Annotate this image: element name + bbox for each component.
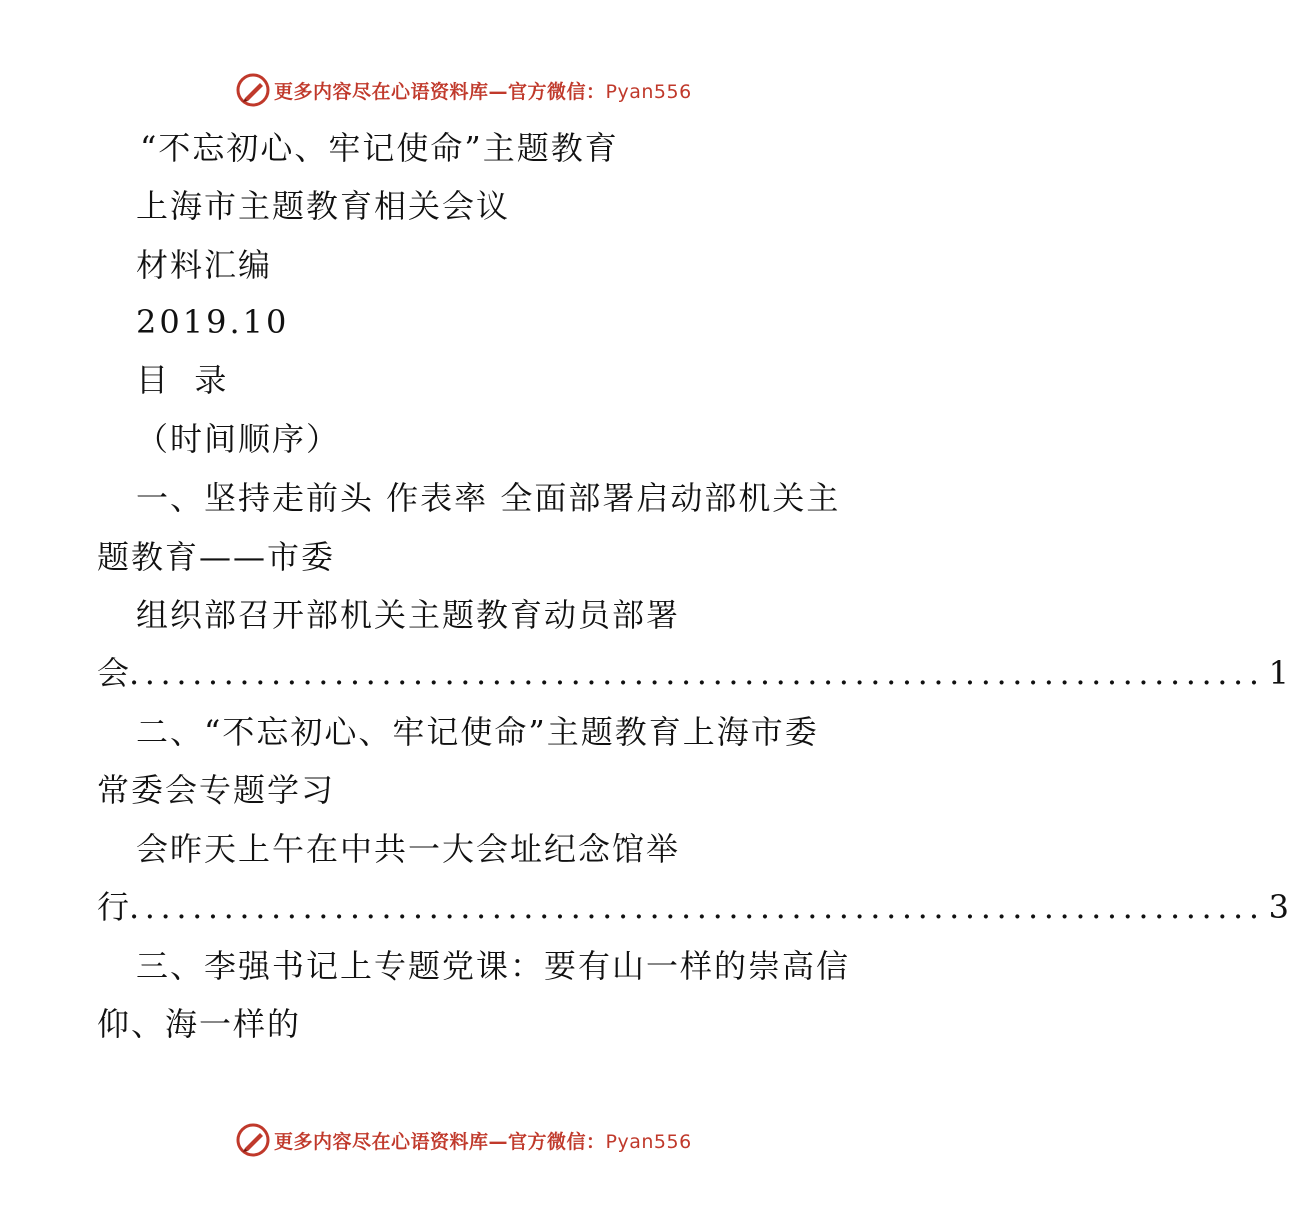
- toc-entry-3-line2: 仰、海一样的: [97, 1005, 302, 1043]
- toc-entry-2-line2: 常委会专题学习: [97, 771, 336, 809]
- pen-logo-icon: [236, 1123, 270, 1157]
- toc-entry-2-page: 3: [1268, 888, 1289, 926]
- toc-entry-2-line1: 二、“不忘初心、牢记使命”主题教育上海市委: [136, 713, 819, 751]
- document-date: 2019.10: [136, 303, 290, 341]
- toc-subheading: （时间顺序）: [136, 420, 341, 458]
- header-watermark: [236, 72, 692, 108]
- footer-watermark: [236, 1122, 692, 1158]
- document-title-line3: 材料汇编: [136, 246, 273, 284]
- toc-entry-1-leader[interactable]: [97, 653, 1289, 693]
- toc-entry-1-line3: 组织部召开部机关主题教育动员部署: [136, 596, 681, 634]
- toc-entry-2-leader[interactable]: [97, 887, 1289, 927]
- toc-entry-1-page: 1: [1268, 654, 1289, 692]
- dot-leader: ........................................................................: [129, 654, 1265, 692]
- toc-entry-2-line3: 会昨天上午在中共一大会址纪念馆举: [136, 830, 681, 868]
- dot-leader: ........................................................................: [129, 888, 1265, 926]
- toc-heading: 目 录: [136, 361, 229, 399]
- document-title-line1: “不忘初心、牢记使命”主题教育: [140, 129, 619, 167]
- watermark-text: 更多内容尽在心语资料库—官方微信：Pyan556: [274, 80, 692, 103]
- document-title-line2: 上海市主题教育相关会议: [136, 187, 511, 225]
- watermark-text: 更多内容尽在心语资料库—官方微信：Pyan556: [274, 1130, 692, 1153]
- toc-entry-2-tail: 行: [97, 888, 130, 926]
- toc-entry-3-line1: 三、李强书记上专题党课：要有山一样的崇高信: [136, 947, 851, 985]
- toc-entry-1-line2: 题教育——市委: [97, 538, 336, 576]
- pen-logo-icon: [236, 73, 270, 107]
- toc-entry-1-line1: 一、坚持走前头 作表率 全面部署启动部机关主: [136, 479, 841, 517]
- toc-entry-1-tail: 会: [97, 654, 130, 692]
